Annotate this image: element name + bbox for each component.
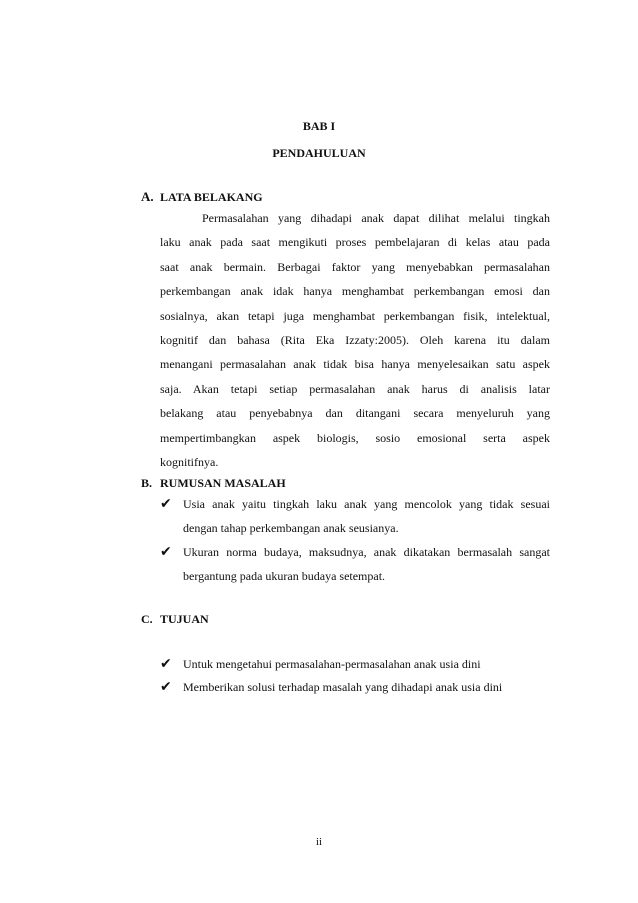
paragraph-line: laku anak pada saat mengikuti proses pembelajaran di kelas atau pada [160, 235, 550, 250]
paragraph-line: saja. Akan tetapi setiap permasalahan anak harus di analisis latar [160, 381, 550, 396]
chapter-label: BAB I [302, 119, 336, 133]
paragraph-line: saat anak bermain. Berbagai faktor yang menyebabkan permasalahan [160, 259, 550, 274]
section-c-heading: TUJUAN [160, 612, 209, 626]
paragraph-line: kognitif dan bahasa (Rita Eka Izzaty:2005). Oleh karena itu dalam [160, 332, 550, 347]
list-item-line: dengan tahap perkembangan anak seusianya. [183, 521, 399, 536]
section-a-letter: A. [141, 189, 154, 204]
list-item-line: Memberikan solusi terhadap masalah yang dihadapi anak usia dini [183, 680, 503, 694]
list-item [160, 540, 550, 589]
paragraph-line: Permasalahan yang dihadapi anak dapat dilihat melalui tingkah [202, 211, 550, 225]
list-item-line: Untuk mengetahui permasalahan-permasalahan anak usia dini [183, 657, 481, 671]
list-item [160, 492, 550, 541]
checkmark-icon: ✔ [160, 656, 172, 672]
checkmark-icon: ✔ [160, 679, 172, 695]
section-b-heading: RUMUSAN MASALAH [160, 476, 286, 490]
list-item-line: bergantung pada ukuran budaya setempat. [183, 569, 386, 584]
list-item-line: Ukuran norma budaya, maksudnya, anak dikatakan bermasalah sangat [183, 545, 550, 559]
list-item [160, 675, 550, 700]
paragraph-line: perkembangan anak idak hanya menghambat perkembangan emosi dan [160, 284, 550, 299]
paragraph-line: sosialnya, akan tetapi juga menghambat perkembangan fisik, intelektual, [160, 308, 550, 323]
chapter-title: PENDAHULUAN [272, 146, 366, 160]
page-number: ii [315, 836, 323, 848]
section-b-letter: B. [141, 476, 153, 490]
paragraph-line: menangani permasalahan anak tidak bisa hanya menyelesaikan satu aspek [160, 357, 550, 372]
section-a-heading: LATA BELAKANG [160, 190, 263, 204]
section-c-letter: C. [141, 612, 153, 626]
list-item [160, 652, 550, 677]
paragraph-line: mempertimbangkan aspek biologis, sosio emosional serta aspek [160, 430, 550, 445]
checkmark-icon: ✔ [160, 496, 172, 512]
list-item-line: Usia anak yaitu tingkah laku anak yang mencolok yang tidak sesuai [183, 497, 550, 511]
paragraph-line: belakang atau penyebabnya dan ditangani secara menyeluruh yang [160, 406, 550, 421]
checkmark-icon: ✔ [160, 544, 172, 560]
paragraph-line: kognitifnya. [160, 454, 219, 469]
section-a-paragraph [160, 206, 550, 474]
